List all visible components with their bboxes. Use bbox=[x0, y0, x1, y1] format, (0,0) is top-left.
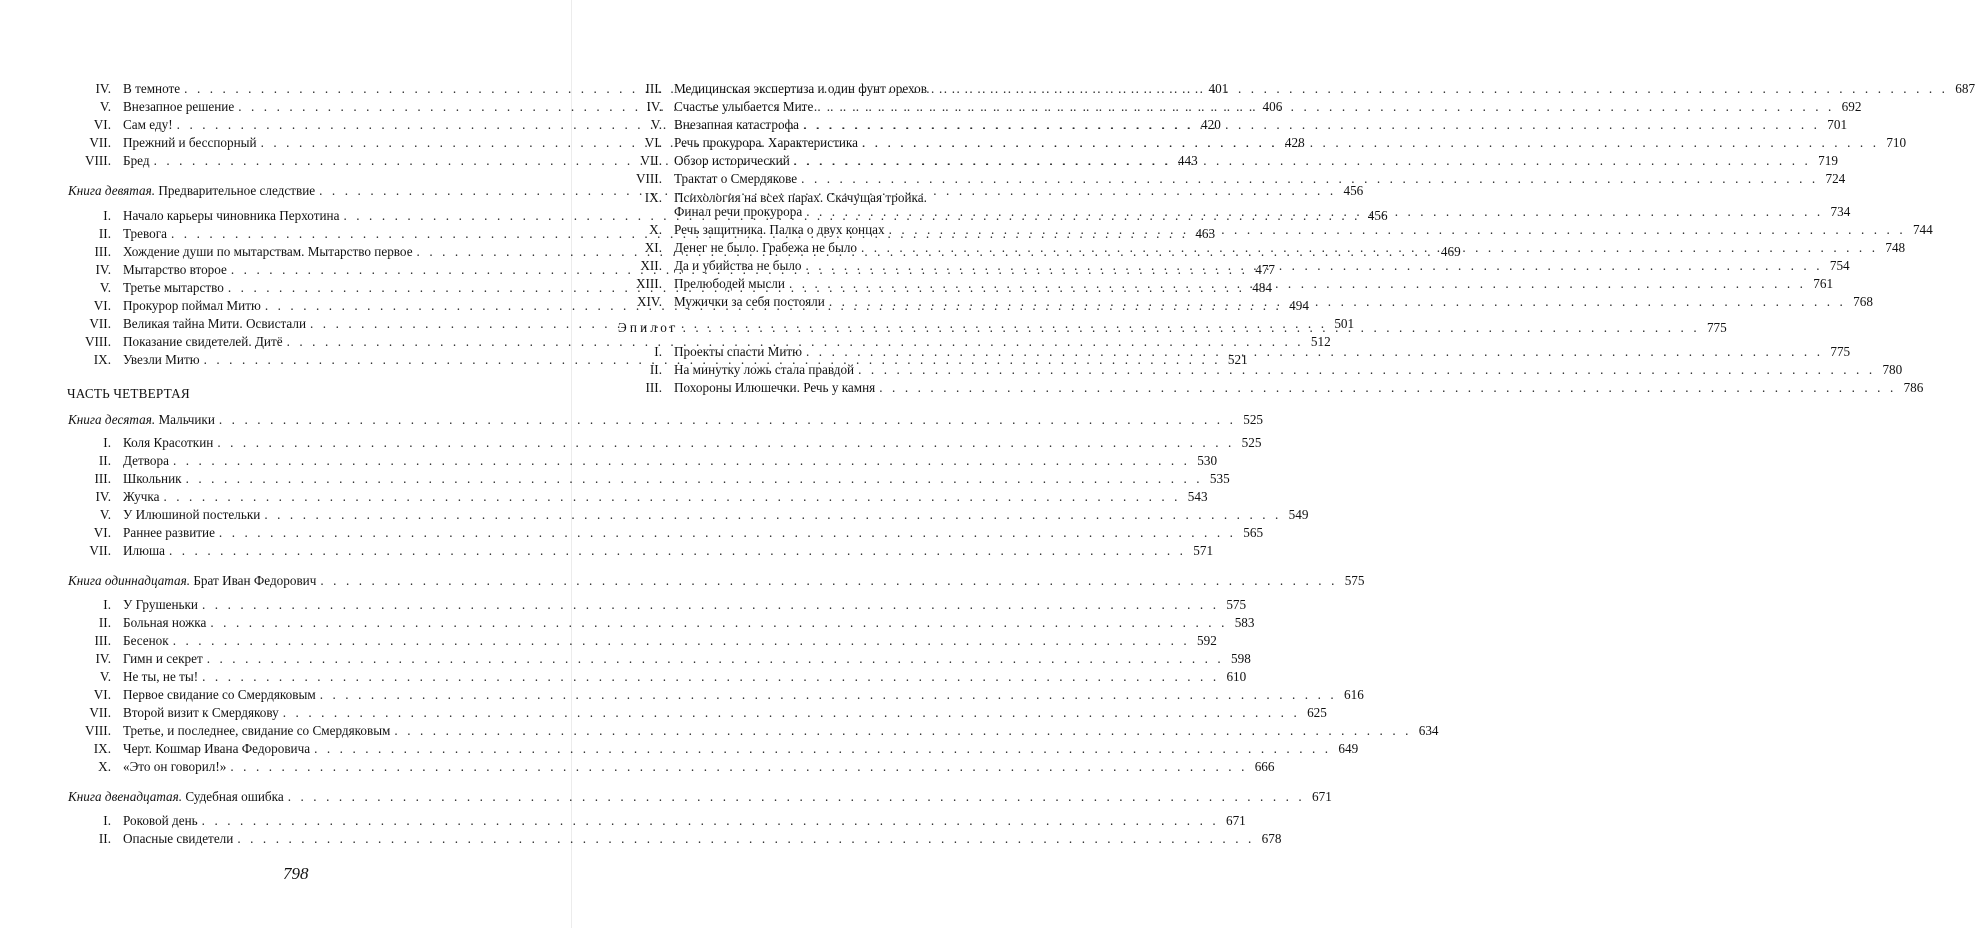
chapter-title: Тревога bbox=[123, 226, 167, 242]
toc-entry bbox=[68, 740, 1359, 758]
chapter-title: Больная ножка bbox=[123, 615, 207, 631]
chapter-title: Второй визит к Смердякову bbox=[123, 705, 279, 721]
chapter-numeral: I. bbox=[103, 208, 111, 223]
chapter-numeral: IV. bbox=[95, 651, 111, 667]
toc-entry bbox=[618, 361, 1903, 379]
chapter-numeral: III. bbox=[94, 244, 111, 260]
chapter-title: Похороны Илюшечки. Речь у камня bbox=[674, 380, 876, 396]
page-number: 401 bbox=[1208, 81, 1229, 96]
chapter-numeral: V. bbox=[99, 507, 111, 523]
page-number: 530 bbox=[1197, 453, 1218, 469]
chapter-title: Третье, и последнее, свидание со Смердяковым bbox=[123, 723, 391, 739]
dot-leader bbox=[173, 453, 1189, 469]
page-number: 571 bbox=[1193, 543, 1214, 559]
page-number: 692 bbox=[1841, 99, 1862, 115]
chapter-numeral: VII. bbox=[89, 705, 111, 721]
dot-leader bbox=[207, 651, 1223, 667]
page-number: 780 bbox=[1882, 362, 1903, 378]
dot-leader bbox=[794, 153, 1810, 169]
chapter-title: Коля Красоткин bbox=[123, 435, 214, 450]
chapter-title: Проекты спасти Митю bbox=[674, 344, 803, 359]
chapter-numeral: XII. bbox=[640, 258, 662, 274]
chapter-title: Детвора bbox=[123, 453, 169, 469]
chapter-title: Илюша bbox=[123, 543, 165, 559]
page-number: 575 bbox=[1344, 573, 1365, 588]
part-heading: ЧАСТЬ ЧЕТВЕРТАЯ bbox=[67, 386, 190, 401]
chapter-title: «Это он говорил!» bbox=[123, 759, 227, 775]
dot-leader bbox=[202, 813, 1218, 829]
epilog-title: Эпилог bbox=[618, 320, 679, 335]
chapter-title: Речь защитника. Палка о двух концах bbox=[674, 222, 885, 237]
book-title bbox=[68, 183, 315, 199]
chapter-title: Показание свидетелей. Дитё bbox=[123, 334, 283, 350]
toc-entry bbox=[68, 452, 1218, 470]
page-number: 477 bbox=[1255, 262, 1275, 278]
chapter-numeral: I. bbox=[103, 597, 111, 612]
chapter-numeral: V. bbox=[99, 99, 111, 115]
page-number: 525 bbox=[1243, 412, 1263, 427]
toc-entry bbox=[68, 632, 1217, 650]
toc-entry bbox=[68, 542, 1214, 560]
dot-leader bbox=[217, 435, 1233, 451]
chapter-title: Начало карьеры чиновника Перхотина bbox=[123, 208, 340, 223]
chapter-numeral: II. bbox=[649, 362, 662, 378]
chapter-numeral: II. bbox=[98, 615, 111, 631]
chapter-numeral: V. bbox=[650, 117, 662, 133]
page-number: 724 bbox=[1825, 171, 1846, 187]
dot-leader bbox=[219, 525, 1235, 541]
chapter-title: Великая тайна Мити. Освистали bbox=[123, 316, 306, 332]
chapter-title: Мытарство второе bbox=[123, 262, 227, 278]
dot-leader bbox=[889, 222, 1905, 238]
chapter-title: Роковой день bbox=[123, 813, 198, 828]
book-name: Мальчики bbox=[158, 412, 215, 427]
book-name: Брат Иван Федорович bbox=[193, 573, 317, 588]
page-number: 494 bbox=[1289, 298, 1309, 314]
chapter-title: Трактат о Смердякове bbox=[674, 171, 798, 187]
toc-entry bbox=[68, 722, 1439, 740]
dot-leader bbox=[861, 240, 1877, 256]
chapter-numeral: VII. bbox=[89, 543, 111, 559]
dot-leader bbox=[862, 135, 1878, 151]
page-number: 543 bbox=[1187, 489, 1208, 505]
dot-leader bbox=[829, 294, 1845, 310]
dot-leader bbox=[806, 204, 1822, 220]
book-label: Книга одиннадцатая. bbox=[68, 573, 191, 588]
dot-leader bbox=[806, 344, 1822, 360]
page-number: 687 bbox=[1955, 81, 1975, 96]
chapter-numeral: V. bbox=[99, 280, 111, 296]
book-heading bbox=[68, 411, 1263, 429]
chapter-title: Не ты, не ты! bbox=[123, 669, 199, 685]
chapter-title-line1: Психология на всех парах. Скачущая тройка. bbox=[674, 190, 927, 205]
book-heading bbox=[68, 572, 1365, 590]
page-number: 710 bbox=[1886, 135, 1907, 151]
toc-entry bbox=[68, 704, 1327, 722]
page-number: 549 bbox=[1288, 507, 1309, 523]
page-number: 671 bbox=[1225, 813, 1246, 828]
toc-entry bbox=[68, 488, 1208, 506]
chapter-numeral: I. bbox=[654, 344, 662, 359]
chapter-title: Хождение души по мытарствам. Мытарство первое bbox=[123, 244, 413, 260]
book-label: Книга десятая. bbox=[68, 412, 156, 427]
chapter-title: Черт. Кошмар Ивана Федоровича bbox=[123, 741, 311, 757]
page-number: 512 bbox=[1310, 334, 1331, 350]
toc-entry bbox=[618, 170, 1846, 188]
toc-entry bbox=[68, 668, 1247, 686]
chapter-numeral: X. bbox=[649, 222, 662, 237]
chapter-title: Прежний и бесспорный bbox=[123, 135, 257, 151]
page-number: 671 bbox=[1312, 789, 1332, 804]
dot-leader bbox=[288, 789, 1304, 805]
chapter-numeral: IV. bbox=[95, 81, 111, 96]
chapter-numeral: XIV. bbox=[636, 294, 662, 310]
dot-leader bbox=[219, 412, 1235, 428]
dot-leader bbox=[202, 669, 1218, 685]
chapter-numeral: I. bbox=[103, 435, 111, 450]
toc-entry bbox=[68, 812, 1246, 830]
page-number: 443 bbox=[1177, 153, 1198, 169]
page-number: 469 bbox=[1440, 244, 1461, 260]
page-number: 734 bbox=[1830, 204, 1851, 219]
chapter-title: У Илюшиной постельки bbox=[123, 507, 261, 523]
chapter-numeral: VII. bbox=[640, 153, 662, 169]
page-number: 754 bbox=[1829, 258, 1850, 274]
chapter-numeral: IV. bbox=[646, 99, 662, 115]
chapter-title: Бред bbox=[123, 153, 150, 169]
dot-leader bbox=[801, 171, 1817, 187]
chapter-numeral: I. bbox=[103, 813, 111, 828]
chapter-title: Увезли Митю bbox=[123, 352, 200, 368]
page-number: 666 bbox=[1254, 759, 1275, 775]
chapter-numeral: VI. bbox=[93, 525, 111, 541]
dot-leader bbox=[237, 831, 1253, 847]
toc-entry bbox=[68, 596, 1247, 614]
page-number: 463 bbox=[1195, 226, 1216, 242]
dot-leader bbox=[803, 117, 1819, 133]
chapter-numeral: III. bbox=[94, 633, 111, 649]
chapter-numeral: IX. bbox=[93, 352, 111, 368]
page-number: 701 bbox=[1827, 117, 1848, 133]
chapter-title: Гимн и секрет bbox=[123, 651, 203, 667]
page-number: 768 bbox=[1853, 294, 1873, 310]
chapter-numeral: IV. bbox=[95, 262, 111, 278]
chapter-numeral: VIII. bbox=[636, 171, 662, 187]
page-number: 744 bbox=[1912, 222, 1933, 237]
page-number: 748 bbox=[1885, 240, 1906, 256]
chapter-title: Первое свидание со Смердяковым bbox=[123, 687, 316, 703]
page-number: 484 bbox=[1252, 280, 1272, 296]
chapter-title: Сам еду! bbox=[123, 117, 173, 133]
page-number: 420 bbox=[1201, 117, 1221, 133]
dot-leader bbox=[320, 573, 1336, 589]
page-number: 525 bbox=[1241, 435, 1262, 450]
chapter-numeral: XI. bbox=[644, 240, 662, 256]
chapter-numeral: IX. bbox=[93, 741, 111, 757]
book-label: Книга двенадцатая. bbox=[68, 789, 183, 804]
page-number: 575 bbox=[1226, 597, 1247, 612]
book-title bbox=[68, 573, 316, 589]
dot-leader bbox=[879, 380, 1895, 396]
chapter-numeral: XIII. bbox=[636, 276, 662, 292]
chapter-numeral: III. bbox=[645, 81, 662, 96]
dot-leader bbox=[320, 687, 1336, 703]
chapter-title: Да и убийства не было bbox=[674, 258, 802, 274]
page-number: 598 bbox=[1231, 651, 1251, 667]
chapter-numeral: II. bbox=[98, 831, 111, 847]
toc-entry bbox=[68, 506, 1309, 524]
page-number: 535 bbox=[1209, 471, 1230, 487]
dot-leader bbox=[858, 362, 1874, 378]
toc-entry bbox=[68, 524, 1264, 542]
chapter-numeral: III. bbox=[645, 380, 662, 396]
chapter-numeral: IV. bbox=[95, 489, 111, 505]
dot-leader bbox=[314, 741, 1330, 757]
chapter-numeral: VII. bbox=[89, 135, 111, 151]
chapter-title: Речь прокурора. Характеристика bbox=[674, 135, 858, 151]
chapter-title: Третье мытарство bbox=[123, 280, 224, 296]
page-number: 521 bbox=[1227, 352, 1248, 368]
book-name: Судебная ошибка bbox=[185, 789, 284, 804]
book-heading bbox=[68, 788, 1332, 806]
toc-entry bbox=[68, 758, 1275, 776]
page-number: 501 bbox=[1334, 316, 1355, 332]
chapter-title: Внезапная катастрофа bbox=[674, 117, 799, 133]
toc-entry bbox=[68, 830, 1282, 848]
dot-leader bbox=[210, 615, 1226, 631]
chapter-title: Прокурор поймал Митю bbox=[123, 298, 261, 314]
page-number: 456 bbox=[1367, 208, 1388, 223]
dot-leader bbox=[817, 99, 1833, 115]
page-number: 565 bbox=[1243, 525, 1264, 541]
dot-leader bbox=[202, 597, 1218, 613]
page-number: 775 bbox=[1830, 344, 1851, 359]
chapter-numeral: VI. bbox=[93, 298, 111, 314]
page-number: 786 bbox=[1903, 380, 1924, 396]
chapter-numeral: VIII. bbox=[85, 334, 111, 350]
chapter-numeral: III. bbox=[94, 471, 111, 487]
chapter-title: Внезапное решение bbox=[123, 99, 235, 115]
chapter-title: Опасные свидетели bbox=[123, 831, 234, 847]
dot-leader bbox=[283, 705, 1299, 721]
dot-leader bbox=[806, 258, 1822, 274]
dot-leader bbox=[683, 320, 1699, 336]
chapter-title: Мужички за себя постояли bbox=[674, 294, 825, 310]
book-label: Книга девятая. bbox=[68, 183, 156, 198]
page-number: 406 bbox=[1262, 99, 1283, 115]
chapter-numeral: VI. bbox=[93, 687, 111, 703]
chapter-title: Финал речи прокурора bbox=[674, 204, 803, 219]
chapter-title: Бесенок bbox=[123, 633, 169, 649]
dot-leader bbox=[394, 723, 1410, 739]
chapter-title: Раннее развитие bbox=[123, 525, 215, 541]
page-number: 616 bbox=[1344, 687, 1364, 703]
toc-entry bbox=[68, 614, 1255, 632]
toc-entry bbox=[618, 379, 1924, 397]
book-title bbox=[68, 789, 284, 805]
chapter-numeral: VIII. bbox=[85, 723, 111, 739]
page-number: 592 bbox=[1197, 633, 1217, 649]
chapter-title: Жучка bbox=[123, 489, 160, 505]
page-number: 634 bbox=[1418, 723, 1439, 739]
chapter-title: У Грушеньки bbox=[123, 597, 198, 612]
dot-leader bbox=[169, 543, 1185, 559]
dot-leader bbox=[163, 489, 1179, 505]
book-title bbox=[68, 412, 215, 428]
dot-leader bbox=[173, 633, 1189, 649]
toc-entry bbox=[68, 470, 1230, 488]
chapter-numeral: VI. bbox=[644, 135, 662, 151]
dot-leader bbox=[931, 81, 1947, 97]
chapter-numeral: VIII. bbox=[85, 153, 111, 169]
dot-leader bbox=[230, 759, 1246, 775]
dot-leader bbox=[186, 471, 1202, 487]
chapter-numeral: X. bbox=[98, 759, 111, 775]
toc-entry bbox=[68, 333, 1331, 351]
chapter-numeral: VI. bbox=[93, 117, 111, 133]
page-number: 625 bbox=[1307, 705, 1327, 721]
chapter-numeral: VII. bbox=[89, 316, 111, 332]
chapter-numeral-ix: IX. bbox=[644, 190, 662, 205]
chapter-title: Прелюбодей мысли bbox=[674, 276, 785, 292]
book-name: Предварительное следствие bbox=[158, 183, 316, 198]
toc-entry bbox=[68, 686, 1364, 704]
page-number: 761 bbox=[1813, 276, 1834, 292]
page-folio-number: 798 bbox=[283, 864, 309, 883]
chapter-title: На минутку ложь стала правдой bbox=[674, 362, 855, 378]
toc-entry bbox=[68, 434, 1262, 452]
page-number: 428 bbox=[1284, 135, 1305, 151]
toc-entry bbox=[68, 650, 1251, 668]
chapter-numeral: II. bbox=[98, 453, 111, 469]
page-number: 583 bbox=[1234, 615, 1255, 631]
dot-leader bbox=[264, 507, 1280, 523]
page-number: 775 bbox=[1706, 320, 1727, 335]
dot-leader bbox=[789, 276, 1805, 292]
chapter-title: Обзор исторический bbox=[674, 153, 790, 169]
page-number: 456 bbox=[1343, 183, 1364, 198]
page-number: 649 bbox=[1338, 741, 1359, 757]
page-number: 610 bbox=[1226, 669, 1247, 685]
page-number: 719 bbox=[1818, 153, 1838, 169]
chapter-title: В темноте bbox=[123, 81, 181, 96]
chapter-title: Медицинская экспертиза и один фунт орехов bbox=[674, 81, 927, 96]
chapter-title: Денег не было. Грабежа не было bbox=[674, 240, 858, 256]
chapter-title: Школьник bbox=[123, 471, 182, 487]
chapter-numeral: V. bbox=[99, 669, 111, 685]
chapter-title: Счастье улыбается Мите bbox=[674, 99, 814, 115]
chapter-numeral: II. bbox=[98, 226, 111, 242]
page-number: 678 bbox=[1261, 831, 1282, 847]
